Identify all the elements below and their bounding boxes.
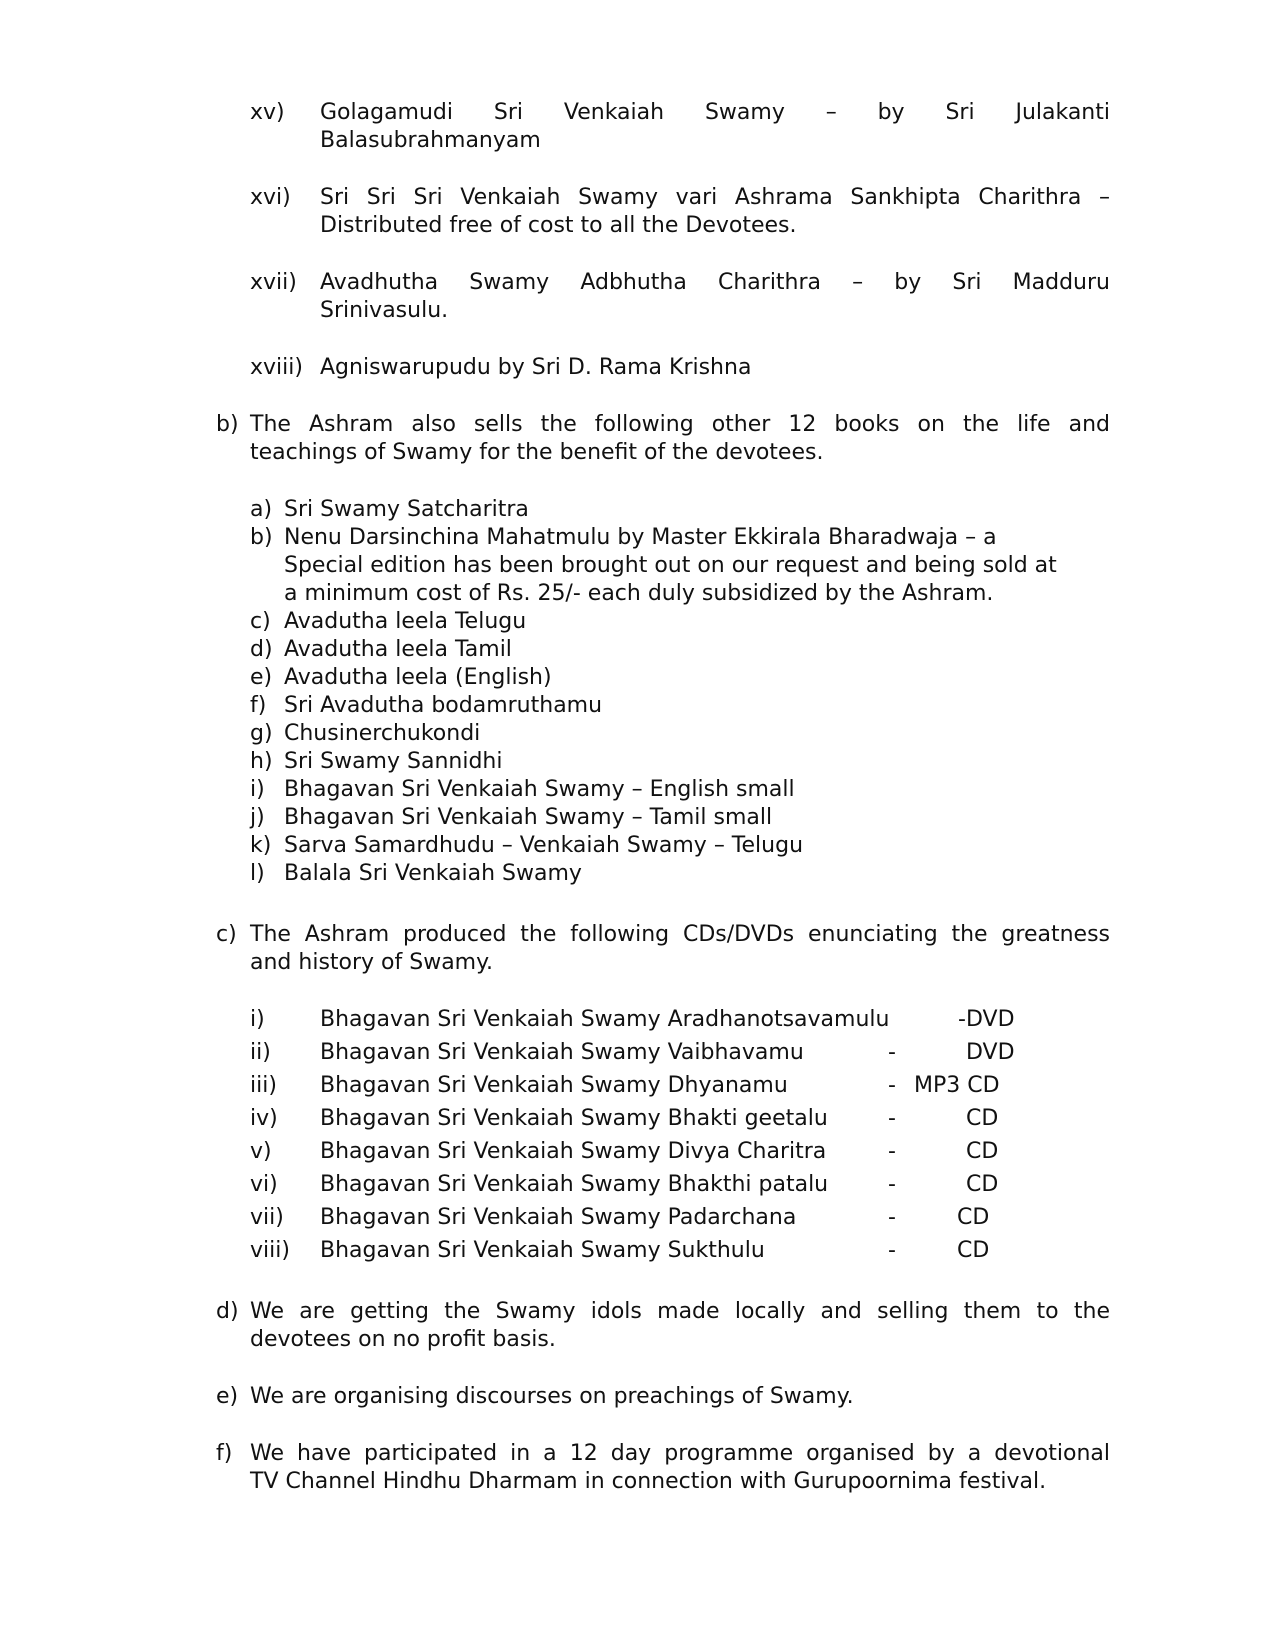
section-text: The Ashram also sells the following other 12 books on the life and	[250, 412, 1110, 437]
section-text-cont: TV Channel Hindhu Dharmam in connection with Gurupoornima festival.	[250, 1469, 1047, 1494]
book-label: f)	[250, 693, 267, 718]
book-title: Sri Swamy Satcharitra	[284, 497, 529, 522]
section-label: b)	[216, 412, 239, 437]
book-label: j)	[250, 805, 265, 830]
book-label: h)	[250, 749, 273, 774]
section-text-cont: devotees on no profit basis.	[250, 1327, 556, 1352]
section-text: The Ashram produced the following CDs/DVDs enunciating the greatness	[250, 922, 1110, 947]
media-title: Bhagavan Sri Venkaiah Swamy Vaibhavamu	[320, 1040, 804, 1065]
media-format: DVD	[966, 1040, 1015, 1065]
media-format: CD	[966, 1172, 999, 1197]
book-title: Nenu Darsinchina Mahatmulu by Master Ekkirala Bharadwaja – a	[284, 525, 997, 550]
media-sep: -	[888, 1172, 896, 1197]
media-label: vi)	[250, 1172, 278, 1197]
media-format: DVD	[966, 1007, 1015, 1032]
media-sep: -	[958, 1007, 966, 1032]
section-label: e)	[216, 1384, 239, 1409]
media-format: CD	[966, 1106, 999, 1131]
book-label: b)	[250, 525, 273, 550]
item-text-cont: Distributed free of cost to all the Devotees.	[320, 213, 797, 238]
book-label: i)	[250, 777, 265, 802]
media-label: i)	[250, 1007, 265, 1032]
media-title: Bhagavan Sri Venkaiah Swamy Padarchana	[320, 1205, 797, 1230]
item-label: xvii)	[250, 270, 297, 295]
item-text: Agniswarupudu by Sri D. Rama Krishna	[320, 355, 752, 380]
book-label: c)	[250, 609, 271, 634]
book-title: Sri Swamy Sannidhi	[284, 749, 503, 774]
book-title-cont: a minimum cost of Rs. 25/- each duly subsidized by the Ashram.	[284, 581, 994, 606]
section-label: d)	[216, 1299, 239, 1324]
item-label: xvi)	[250, 185, 291, 210]
media-title: Bhagavan Sri Venkaiah Swamy Divya Charitra	[320, 1139, 827, 1164]
section-text-cont: and history of Swamy.	[250, 950, 493, 975]
book-title: Sri Avadutha bodamruthamu	[284, 693, 603, 718]
book-title: Avadutha leela Tamil	[284, 637, 512, 662]
media-sep: -	[888, 1205, 896, 1230]
section-text: We have participated in a 12 day programme organised by a devotional	[250, 1441, 1110, 1466]
book-label: a)	[250, 497, 273, 522]
section-text-cont: teachings of Swamy for the benefit of the devotees.	[250, 440, 824, 465]
media-label: v)	[250, 1139, 272, 1164]
item-text: Sri Sri Sri Venkaiah Swamy vari Ashrama Sankhipta Charithra –	[320, 185, 1110, 210]
media-label: viii)	[250, 1238, 290, 1263]
media-format: CD	[966, 1139, 999, 1164]
item-text-cont: Balasubrahmanyam	[320, 128, 541, 153]
book-title: Bhagavan Sri Venkaiah Swamy – Tamil small	[284, 805, 773, 830]
item-text-cont: Srinivasulu.	[320, 298, 449, 323]
book-label: l)	[250, 861, 265, 886]
book-title: Avadutha leela Telugu	[284, 609, 527, 634]
book-label: e)	[250, 665, 273, 690]
item-label: xv)	[250, 100, 285, 125]
media-sep: -	[888, 1238, 896, 1263]
section-label: c)	[216, 922, 237, 947]
book-label: g)	[250, 721, 273, 746]
book-title: Balala Sri Venkaiah Swamy	[284, 861, 582, 886]
book-title: Bhagavan Sri Venkaiah Swamy – English small	[284, 777, 795, 802]
section-text: We are organising discourses on preachings of Swamy.	[250, 1384, 854, 1409]
media-title: Bhagavan Sri Venkaiah Swamy Bhakthi patalu	[320, 1172, 829, 1197]
item-text: Avadhutha Swamy Adbhutha Charithra – by Sri Madduru	[320, 270, 1110, 295]
media-label: vii)	[250, 1205, 284, 1230]
book-title: Avadutha leela (English)	[284, 665, 552, 690]
media-label: iv)	[250, 1106, 278, 1131]
book-title: Chusinerchukondi	[284, 721, 481, 746]
media-format: MP3 CD	[914, 1073, 1000, 1098]
item-text: Golagamudi Sri Venkaiah Swamy – by Sri Julakanti	[320, 100, 1110, 125]
media-format: CD	[957, 1238, 990, 1263]
media-label: ii)	[250, 1040, 271, 1065]
item-label: xviii)	[250, 355, 303, 380]
section-label: f)	[216, 1441, 233, 1466]
book-label: d)	[250, 637, 273, 662]
media-sep: -	[888, 1106, 896, 1131]
media-sep: -	[888, 1139, 896, 1164]
media-sep: -	[888, 1073, 896, 1098]
media-format: CD	[957, 1205, 990, 1230]
media-title: Bhagavan Sri Venkaiah Swamy Dhyanamu	[320, 1073, 788, 1098]
media-sep: -	[888, 1040, 896, 1065]
book-title-cont: Special edition has been brought out on our request and being sold at	[284, 553, 1057, 578]
media-title: Bhagavan Sri Venkaiah Swamy Bhakti geetalu	[320, 1106, 828, 1131]
book-title: Sarva Samardhudu – Venkaiah Swamy – Telugu	[284, 833, 804, 858]
section-text: We are getting the Swamy idols made locally and selling them to the	[250, 1299, 1110, 1324]
media-title: Bhagavan Sri Venkaiah Swamy Sukthulu	[320, 1238, 765, 1263]
media-title: Bhagavan Sri Venkaiah Swamy Aradhanotsavamulu	[320, 1007, 890, 1032]
media-label: iii)	[250, 1073, 277, 1098]
book-label: k)	[250, 833, 272, 858]
